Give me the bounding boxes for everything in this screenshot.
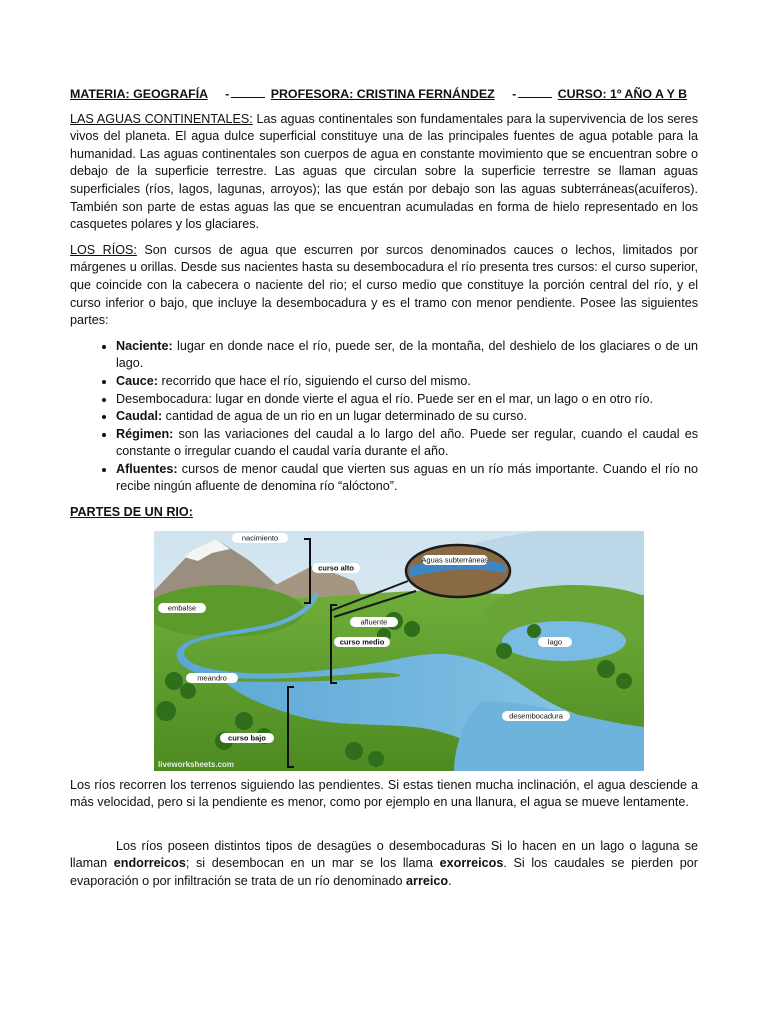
aguas-title: LAS AGUAS CONTINENTALES: bbox=[70, 111, 253, 126]
desagues-paragraph bbox=[70, 838, 698, 891]
desagues-text: . Si los caudales se pierden por evaporación o por infiltración se trata de un río denominado bbox=[70, 856, 698, 889]
term-endorreicos: endorreicos bbox=[113, 856, 186, 871]
item-text: Desembocadura: lugar en donde vierte el agua el río. Puede ser en el mar, un lago o en otro río. bbox=[116, 391, 653, 406]
label-meandro: meandro bbox=[197, 673, 227, 683]
item-term: Caudal: bbox=[116, 409, 163, 424]
header-separator: - bbox=[512, 87, 517, 101]
label-embalse: embalse bbox=[167, 603, 197, 613]
aguas-text: Las aguas continentales son fundamentales para la supervivencia de los seres vivos del planeta. El agua dulce superficial constituye una de las principales fuentes de agua potable para la humanidad. Las aguas continentales son cuerpos de agua en constante movimiento que se encuentran sobre o debajo de la superficie terrestre. Las aguas que circulan sobre la superficie terrestre se llaman aguas superficiales (ríos, lagos, lagunas, arroyos); las que están por debajo son las aguas subterráneas(acuíferos). También son parte de estas aguas las que se encuentran acumuladas en forma de hielo representado en los casquetes polares y los glaciares. bbox=[70, 111, 698, 232]
label-curso-medio: curso medio bbox=[339, 637, 385, 647]
item-text: cantidad de agua de un rio en un lugar determinado de su curso. bbox=[162, 409, 527, 424]
document-page bbox=[70, 86, 698, 899]
aguas-paragraph bbox=[70, 111, 698, 234]
course-label: CURSO: 1º AÑO A Y B bbox=[557, 87, 688, 101]
list-item bbox=[116, 391, 698, 409]
label-afluente: afluente bbox=[360, 617, 388, 627]
label-aguas-subterraneas: Aguas subterráneas bbox=[421, 555, 489, 565]
item-text: son las variaciones del caudal a lo largo del año. Puede ser regular, cuando el caudal es constante o irregular cuando el caudal varía durante el año. bbox=[116, 426, 698, 459]
label-lago: lago bbox=[547, 637, 563, 647]
desagues-text: ; si desembocan en un mar se los llama bbox=[185, 856, 440, 871]
rios-title: LOS RÍOS: bbox=[70, 242, 137, 257]
rios-paragraph bbox=[70, 242, 698, 330]
list-item bbox=[116, 461, 698, 496]
river-landscape-image bbox=[154, 531, 644, 771]
term-exorreicos: exorreicos bbox=[439, 856, 504, 871]
list-item bbox=[116, 373, 698, 391]
item-term: Régimen: bbox=[116, 426, 174, 441]
pendientes-paragraph: Los ríos recorren los terrenos siguiendo las pendientes. Si estas tienen mucha inclinación, el agua desciende a más velocidad, pero si la pendiente es menor, como por ejemplo en una llanura, el agua se mueve lentamente. bbox=[70, 777, 698, 810]
subject-label: MATERIA: GEOGRAFÍA bbox=[70, 87, 208, 101]
header-separator: - bbox=[225, 87, 230, 101]
item-text: lugar en donde nace el río, puede ser, de la montaña, del deshielo de los glaciares o de un lago. bbox=[116, 338, 698, 371]
label-curso-bajo: curso bajo bbox=[228, 733, 266, 743]
label-nacimiento: nacimiento bbox=[241, 533, 279, 543]
label-curso-alto: curso alto bbox=[318, 563, 354, 573]
watermark: liveworksheets.com bbox=[158, 759, 235, 769]
list-item bbox=[116, 338, 698, 373]
item-term: Naciente: bbox=[116, 338, 173, 353]
item-term: Afluentes: bbox=[116, 461, 178, 476]
document-header bbox=[70, 86, 698, 104]
desagues-text: . bbox=[448, 874, 452, 889]
list-item bbox=[116, 408, 698, 426]
item-text: cursos de menor caudal que vierten sus aguas en un río más importante. Cuando el río no recibe ningún afluente de denomina río “alóctono”. bbox=[116, 461, 698, 494]
figure-title: PARTES DE UN RIO: bbox=[70, 505, 193, 520]
river-parts-illustration bbox=[154, 531, 644, 771]
parts-list bbox=[70, 338, 698, 496]
rios-text: Son cursos de agua que escurren por surcos denominados cauces o lechos, limitados por márgenes u orillas. Desde sus nacientes hasta su desembocadura el río presenta tres cursos: el curso superior, que coincide con la cabecera o naciente del rio; el curso medio que constituye la porción central del río, y el curso inferior o bajo, que incluye la desembocadura y es el tramo con menor pendiente. Posee las siguientes partes: bbox=[70, 242, 698, 328]
teacher-label: PROFESORA: CRISTINA FERNÁNDEZ bbox=[270, 87, 495, 101]
term-arreico: arreico bbox=[406, 874, 449, 889]
item-term: Cauce: bbox=[116, 373, 158, 388]
list-item bbox=[116, 426, 698, 461]
item-text: recorrido que hace el río, siguiendo el curso del mismo. bbox=[158, 373, 471, 388]
desagues-text: Los ríos poseen distintos tipos de desagües o desembocaduras Si lo hacen en un lago o laguna se llaman bbox=[70, 838, 698, 871]
label-desembocadura: desembocadura bbox=[509, 711, 563, 721]
